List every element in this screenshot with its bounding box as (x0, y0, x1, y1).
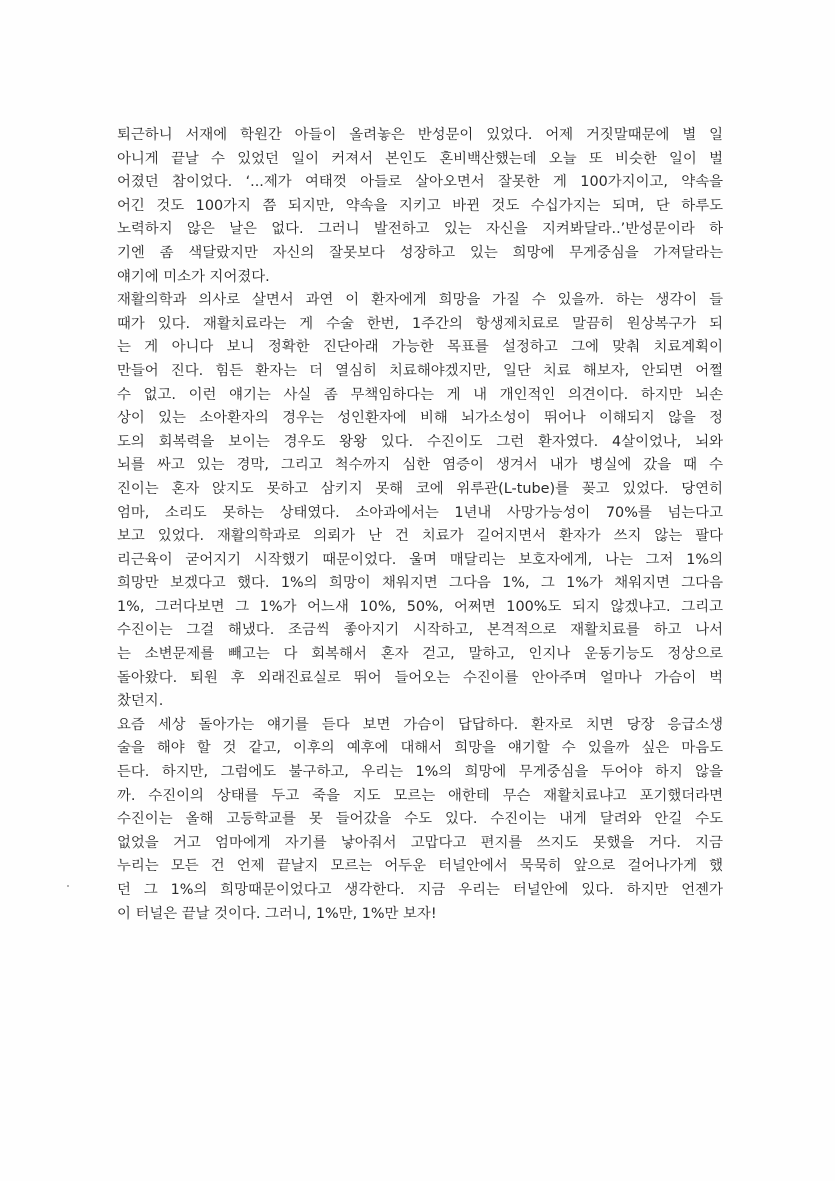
text-line: 까. 수진이의 상태를 두고 죽을 지도 모르는 애한테 무슨 재활치료냐고 포기했더라면 (117, 787, 723, 804)
text-line: 는 소변문제를 빼고는 다 회복해서 혼자 걷고, 말하고, 인지나 운동기능도 정상으로 (117, 646, 723, 663)
text-line: 희망만 보겠다고 했다. 1%의 희망이 채워지면 그다음 1%, 그 1%가 채워지면 그다음 (117, 575, 723, 592)
text-line: 때가 있다. 재활치료라는 게 수술 한번, 1주간의 항생제치료로 말끔히 원상복구가 되 (117, 315, 723, 332)
text-line: 든다. 하지만, 그럼에도 불구하고, 우리는 1%의 희망에 무게중심을 두어야 하지 않을 (117, 764, 723, 781)
text-line: 재활의학과 의사로 살면서 과연 이 환자에게 희망을 가질 수 있을까. 하는 생각이 들 (117, 292, 723, 309)
text-line: 는 게 아니다 보니 정확한 진단아래 가능한 목표를 설정하고 그에 맞춰 치료계획이 (117, 339, 723, 356)
text-line: 보고 있었다. 재활의학과로 의뢰가 난 건 치료가 길어지면서 환자가 쓰지 않는 팔다 (117, 528, 723, 545)
text-line: 수진이는 올해 고등학교를 못 들어갔을 수도 있다. 수진이는 내게 달려와 안길 수도 (117, 811, 723, 828)
text-line: 진이는 혼자 앉지도 못하고 삼키지 못해 코에 위루관(L-tube)를 꽂고 있었다. 당연히 (117, 480, 723, 497)
text-line: 노력하지 않은 날은 없다. 그러니 발전하고 있는 자신을 지켜봐달라..’반성문이라 하 (117, 221, 723, 238)
text-line: 술을 해야 할 것 같고, 이후의 예후에 대해서 희망을 얘기할 수 있을까 싶은 마음도 (117, 740, 723, 757)
text-line: 상이 있는 소아환자의 경우는 성인환자에 비해 뇌가소성이 뛰어나 이해되지 않을 정 (117, 410, 723, 427)
text-line: 수 없고. 이런 얘기는 사실 좀 무책임하다는 게 내 개인적인 의견이다. 하지만 뇌손 (117, 386, 723, 403)
text-line: 아니게 끝날 수 있었던 일이 커져서 본인도 혼비백산했는데 오늘 또 비슷한 일이 벌 (117, 150, 723, 167)
essay-text (117, 124, 723, 926)
scan-speck (67, 885, 69, 887)
text-line: 뇌를 싸고 있는 경막, 그리고 척수까지 심한 염증이 생겨서 내가 병실에 갔을 때 수 (117, 457, 723, 474)
text-line: 기엔 좀 색달랐지만 자신의 잘못보다 성장하고 있는 희망에 무게중심을 가져달라는 (117, 244, 723, 261)
text-line: 누리는 모든 건 언제 끝날지 모르는 어두운 터널안에서 묵묵히 앞으로 걸어나가게 했 (117, 858, 723, 875)
text-line: 없었을 거고 엄마에게 자기를 낳아줘서 고맙다고 편지를 쓰지도 못했을 거다. 지금 (117, 834, 723, 851)
text-line: 던 그 1%의 희망때문이었다고 생각한다. 지금 우리는 터널안에 있다. 하지만 언젠가 (117, 882, 723, 898)
text-line: 도의 회복력을 보이는 경우도 왕왕 있다. 수진이도 그런 환자였다. 4살이었나, 뇌와 (117, 433, 723, 450)
text-line: 수진이는 그걸 해냈다. 조금씩 좋아지기 시작하고, 본격적으로 재활치료를 하고 나서 (117, 622, 723, 639)
text-line: 1%, 그러다보면 그 1%가 어느새 10%, 50%, 어쩌면 100%도 되지 않겠냐고. 그리고 (117, 598, 723, 615)
text-line: 이 터널은 끝날 것이다. 그러니, 1%만, 1%만 보자! (117, 905, 437, 922)
text-line: 어긴 것도 100가지 쯤 되지만, 약속을 지키고 바뀐 것도 수십가지는 되며, 단 하루도 (117, 197, 723, 214)
text-line: 얘기에 미소가 지어졌다. (117, 268, 270, 285)
text-line: 만들어 진다. 힘든 환자는 더 열심히 치료해야겠지만, 일단 치료 해보자, 안되면 어쩔 (117, 362, 723, 379)
text-line: 리근육이 굳어지기 시작했기 때문이었다. 울며 매달리는 보호자에게, 나는 그저 1%의 (117, 551, 723, 568)
text-line: 요즘 세상 돌아가는 얘기를 듣다 보면 가슴이 답답하다. 환자로 치면 당장 응급소생 (117, 716, 723, 733)
text-line: 퇴근하니 서재에 학원간 아들이 올려놓은 반성문이 있었다. 어제 거짓말때문에 별 일 (117, 127, 723, 143)
text-line: 돌아왔다. 퇴원 후 외래진료실로 뛰어 들어오는 수진이를 안아주며 얼마나 가슴이 벅 (117, 669, 723, 686)
text-line: 엄마, 소리도 못하는 상태였다. 소아과에서는 1년내 사망가능성이 70%를 넘는다고 (117, 504, 723, 521)
text-line: 어졌던 참이었다. ‘...제가 여태껏 아들로 살아오면서 잘못한 게 100가지이고, 약속을 (117, 174, 723, 191)
text-line: 찼던지. (117, 693, 164, 710)
